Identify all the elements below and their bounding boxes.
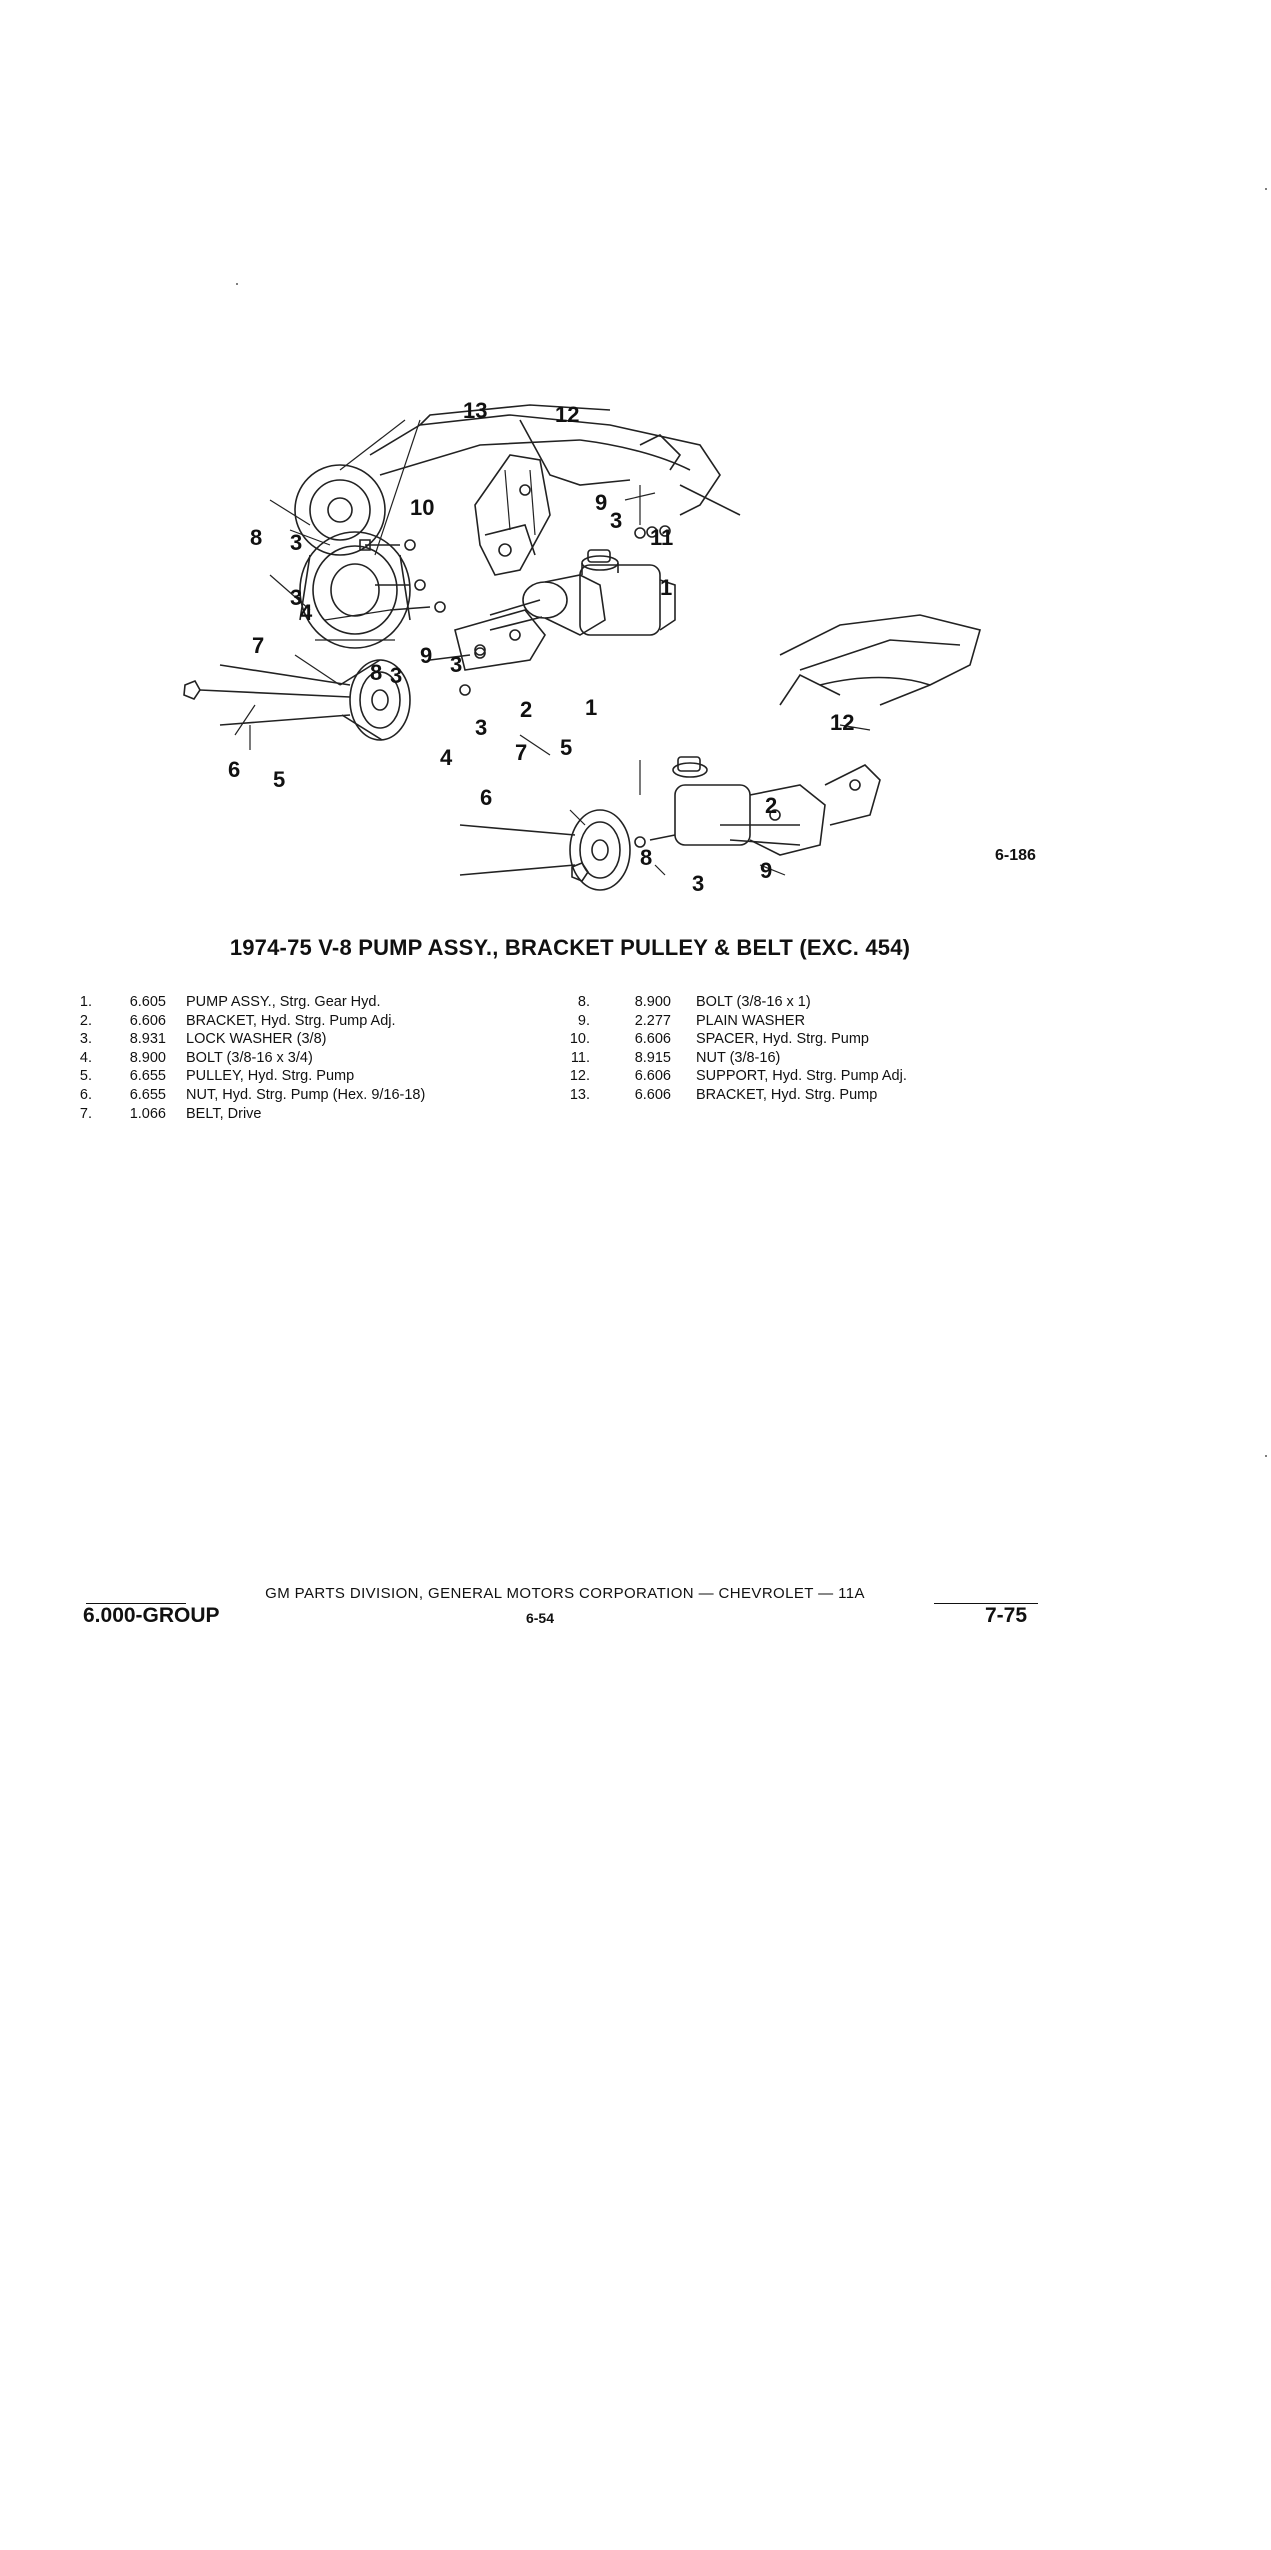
- callout-2: 2: [520, 697, 533, 722]
- parts-row: [60, 1049, 425, 1068]
- part-number: 9.: [577, 1012, 590, 1029]
- pump-assembly-illustration: [228, 385, 1060, 896]
- part-number: 12.: [569, 1068, 590, 1085]
- part-description: SUPPORT, Hyd. Strg. Pump Adj.: [696, 1068, 907, 1085]
- footer-publisher: GM PARTS DIVISION, GENERAL MOTORS CORPORATION — CHEVROLET — 11A: [265, 1585, 865, 1602]
- part-number: 13.: [569, 1086, 590, 1103]
- group-number: 6.605: [129, 994, 166, 1010]
- part-number: 5.: [79, 1068, 92, 1085]
- figure-title: 1974-75 V-8 PUMP ASSY., BRACKET PULLEY & BELT (EXC. 454): [229, 935, 911, 960]
- part-description: NUT, Hyd. Strg. Pump (Hex. 9/16-18): [186, 1086, 426, 1103]
- callout-9: 9: [420, 643, 433, 668]
- parts-row: [555, 993, 907, 1012]
- group-number: 1.066: [129, 1105, 166, 1122]
- part-description: BRACKET, Hyd. Strg. Pump Adj.: [186, 1012, 396, 1029]
- parts-row: [555, 1086, 907, 1105]
- callout-3: 3: [610, 508, 623, 533]
- footer-page-number: 6-54: [525, 1610, 555, 1626]
- part-number: 3.: [79, 1031, 92, 1048]
- callout-2: 2: [765, 793, 778, 818]
- callout-12: 12: [830, 710, 855, 735]
- callout-13: 13: [463, 398, 488, 423]
- callout-4: 4: [300, 600, 313, 625]
- group-number: 8.900: [634, 994, 671, 1010]
- parts-row: [555, 1030, 907, 1049]
- parts-row: [555, 1049, 907, 1068]
- part-number: 4.: [79, 1049, 92, 1066]
- part-description: BRACKET, Hyd. Strg. Pump: [696, 1086, 878, 1103]
- part-number: 8.: [577, 994, 590, 1010]
- lower-engine-outline: [780, 615, 980, 705]
- callout-7: 7: [515, 740, 528, 765]
- part-description: BOLT (3/8-16 x 1): [696, 994, 811, 1010]
- callout-9: 9: [760, 858, 773, 883]
- upper-bracket: [475, 455, 550, 575]
- callout-7: 7: [252, 633, 265, 658]
- parts-list-right: [555, 993, 907, 1105]
- footer-date: 7-75: [985, 1604, 1028, 1627]
- parts-row: [60, 993, 425, 1012]
- callout-8: 8: [640, 845, 653, 870]
- callout-3: 3: [692, 871, 705, 896]
- callout-labels: [228, 398, 854, 896]
- parts-row: [60, 1030, 425, 1049]
- lower-pump-pulley: [460, 810, 630, 890]
- callout-4: 4: [440, 745, 453, 770]
- callout-3: 3: [390, 663, 403, 688]
- part-number: 1.: [79, 994, 92, 1010]
- group-number: 6.655: [129, 1086, 166, 1103]
- parts-list-left: [60, 993, 425, 1123]
- lower-pump: [635, 757, 880, 855]
- parts-row: [555, 1012, 907, 1031]
- callout-1: 1: [585, 695, 598, 720]
- adjuster-bracket: [455, 610, 545, 670]
- callout-6: 6: [480, 785, 493, 810]
- group-number: 6.606: [129, 1012, 166, 1029]
- upper-pulleys: [295, 465, 410, 648]
- figure-number: 6-186: [995, 847, 1036, 864]
- group-number: 8.931: [129, 1031, 166, 1048]
- part-description: PUMP ASSY., Strg. Gear Hyd.: [186, 994, 381, 1010]
- group-number: 8.900: [129, 1049, 166, 1066]
- callout-8: 8: [250, 525, 263, 550]
- part-description: LOCK WASHER (3/8): [186, 1031, 327, 1048]
- part-description: BOLT (3/8-16 x 3/4): [186, 1049, 313, 1066]
- part-number: 10.: [569, 1031, 590, 1048]
- parts-row: [60, 1105, 425, 1124]
- callout-3: 3: [475, 715, 488, 740]
- callout-5: 5: [273, 767, 286, 792]
- upper-pump: [490, 550, 675, 635]
- part-number: 2.: [79, 1012, 92, 1029]
- parts-row: [60, 1012, 425, 1031]
- scan-speck: [1265, 1455, 1267, 1457]
- group-number: 8.915: [634, 1049, 671, 1066]
- group-number: 6.606: [634, 1031, 671, 1048]
- callout-11: 11: [650, 525, 674, 550]
- part-description: NUT (3/8-16): [696, 1049, 781, 1066]
- part-description: SPACER, Hyd. Strg. Pump: [696, 1031, 869, 1048]
- callout-10: 10: [410, 495, 435, 520]
- callout-1: 1: [660, 575, 673, 600]
- parts-row: [60, 1086, 425, 1105]
- callout-3: 3: [450, 652, 463, 677]
- part-number: 6.: [79, 1086, 92, 1103]
- callout-9: 9: [595, 490, 608, 515]
- part-description: BELT, Drive: [186, 1105, 262, 1122]
- callout-3: 3: [290, 530, 303, 555]
- group-number: 6.655: [129, 1068, 166, 1085]
- part-number: 7.: [79, 1105, 92, 1122]
- callout-8: 8: [370, 660, 383, 685]
- callout-6: 6: [228, 757, 241, 782]
- part-number: 11.: [570, 1049, 590, 1066]
- part-description: PLAIN WASHER: [696, 1012, 806, 1029]
- part-description: PULLEY, Hyd. Strg. Pump: [186, 1068, 355, 1085]
- scan-speck: [236, 283, 238, 285]
- parts-row: [555, 1067, 907, 1086]
- group-number: 2.277: [634, 1012, 671, 1029]
- footer-group: 6.000-GROUP: [83, 1604, 220, 1627]
- callout-5: 5: [560, 735, 573, 760]
- callout-3: 3: [290, 585, 303, 610]
- group-number: 6.606: [634, 1068, 671, 1085]
- group-number: 6.606: [634, 1086, 671, 1103]
- scan-speck: [1265, 188, 1267, 190]
- parts-row: [60, 1067, 425, 1086]
- callout-12: 12: [555, 402, 580, 427]
